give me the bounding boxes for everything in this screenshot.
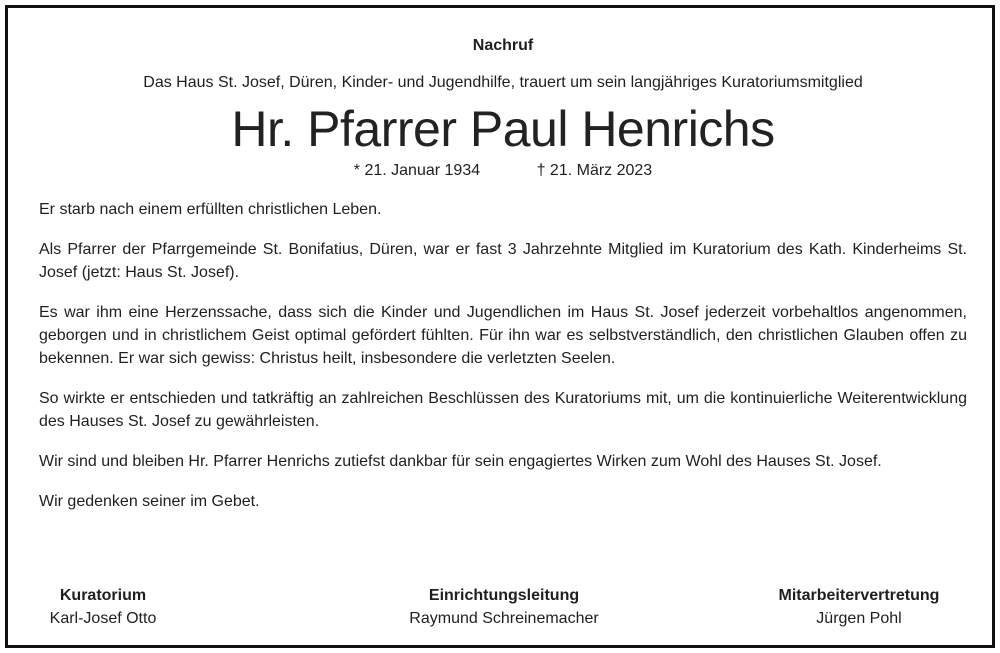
paragraph-3: Es war ihm eine Herzenssache, dass sich die Kinder und Jugendlichen im Haus St. Josef jederzeit vorbehaltlos angenommen, geborgen und in christlichem Geist optimal gefördert fühlten. Für ihn war es selbstverständlich, den christlichen Glauben offen zu bekennen. Er war sich gewiss: Christus heilt, insbesondere die verletzten Seelen.	[39, 304, 967, 367]
birth-date: * 21. Januar 1934	[353, 162, 481, 179]
obituary-content	[39, 36, 967, 627]
paragraph-1: Er starb nach einem erfüllten christlichen Leben.	[39, 201, 382, 218]
paragraph-2: Als Pfarrer der Pfarrgemeinde St. Bonifatius, Düren, war er fast 3 Jahrzehnte Mitglied im Kuratorium des Kath. Kinderheims St. Josef (jetzt: Haus St. Josef).	[39, 241, 967, 281]
obituary-frame	[5, 5, 995, 648]
life-dates	[39, 161, 967, 181]
signature-person: Raymund Schreinemacher	[409, 610, 599, 627]
death-date: † 21. März 2023	[536, 162, 653, 179]
signature-block	[39, 584, 967, 632]
signature-person: Karl-Josef Otto	[49, 610, 157, 627]
paragraph-5: Wir sind und bleiben Hr. Pfarrer Henrichs zutiefst dankbar für sein engagiertes Wirken zum Wohl des Hauses St. Josef.	[39, 453, 882, 470]
signature-role: Kuratorium	[59, 587, 147, 604]
paragraph-6: Wir gedenken seiner im Gebet.	[39, 493, 260, 510]
signature-role: Mitarbeitervertretung	[778, 587, 940, 604]
signature-role: Einrichtungsleitung	[428, 587, 580, 604]
deceased-name: Hr. Pfarrer Paul Henrichs	[231, 101, 775, 157]
notice-intro: Das Haus St. Josef, Düren, Kinder- und Jugendhilfe, trauert um sein langjähriges Kuratoriumsmitglied	[143, 74, 863, 91]
notice-heading: Nachruf	[472, 37, 534, 54]
paragraph-4: So wirkte er entschieden und tatkräftig an zahlreichen Beschlüssen des Kuratoriums mit, um die kontinuierliche Weiterentwicklung des Hauses St. Josef zu gewährleisten.	[39, 390, 967, 430]
signature-einrichtungsleitung	[339, 584, 669, 630]
signature-kuratorium	[39, 584, 167, 630]
signature-person: Jürgen Pohl	[816, 610, 902, 627]
signature-mitarbeitervertretung	[749, 584, 969, 630]
